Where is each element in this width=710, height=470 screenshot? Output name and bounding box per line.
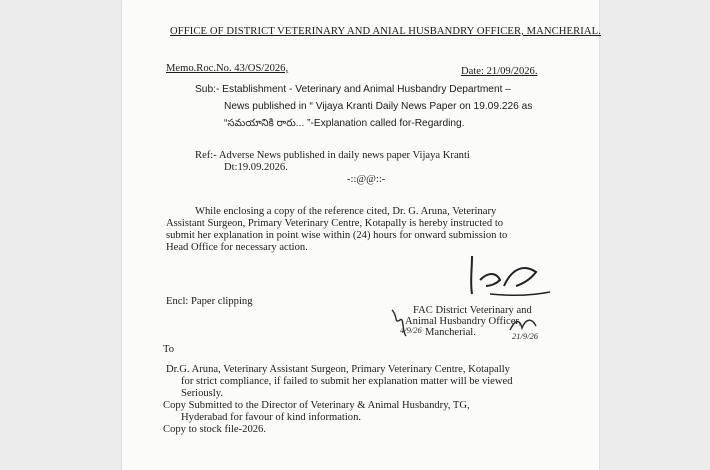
to-line-3: Seriously. bbox=[181, 388, 223, 399]
handwritten-initial-date: 4/9/26 bbox=[400, 325, 422, 335]
handwritten-mark-date: 21/9/26 bbox=[512, 331, 538, 341]
reference-line-2: Dt:19.09.2026. bbox=[224, 162, 288, 173]
memo-number: Memo.Roc.No. 43/OS/2026, bbox=[166, 63, 289, 74]
to-line-1: Dr.G. Aruna, Veterinary Assistant Surgeon, Primary Veterinary Centre, Kotapally bbox=[166, 364, 510, 375]
body-line-2: Assistant Surgeon, Primary Veterinary Centre, Kotapally is hereby instructed to bbox=[166, 218, 504, 229]
signatory-line-1: FAC District Veterinary and bbox=[413, 305, 532, 316]
signatory-line-2: Animal Husbandry Officer, bbox=[405, 316, 522, 327]
body-line-4: Head Office for necessary action. bbox=[166, 242, 308, 253]
body-line-1: While enclosing a copy of the reference cited, Dr. G. Aruna, Veterinary bbox=[195, 206, 497, 217]
body-line-3: submit her explanation in point wise within (24) hours for onward submission to bbox=[166, 230, 508, 241]
copy-line-1: Copy Submitted to the Director of Veterinary & Animal Husbandry, TG, bbox=[163, 400, 470, 411]
separator: -::@@::- bbox=[347, 174, 386, 185]
to-line-2: for strict compliance, if failed to submit her explanation matter will be viewed bbox=[181, 376, 513, 387]
signatory-line-3: Mancherial. bbox=[425, 327, 476, 338]
subject-line-1: Sub:- Establishment - Veterinary and Animal Husbandry Department – bbox=[195, 84, 511, 95]
memo-date: Date: 21/09/2026. bbox=[461, 66, 538, 77]
enclosure: Encl: Paper clipping bbox=[166, 296, 253, 307]
copy-line-3: Copy to stock file-2026. bbox=[163, 424, 266, 435]
to-label: To bbox=[163, 344, 175, 355]
subject-line-3: “సమయానికి రారు... ”-Explanation called for-Regarding. bbox=[224, 118, 465, 129]
reference-line-1: Ref:- Adverse News published in daily news paper Vijaya Kranti bbox=[195, 150, 470, 161]
subject-line-2: News published in “ Vijaya Kranti Daily News Paper on 19.09.226 as bbox=[224, 101, 533, 112]
copy-line-2: Hyderabad for favour of kind information. bbox=[181, 412, 362, 423]
officer-signature bbox=[460, 250, 560, 300]
office-header: OFFICE OF DISTRICT VETERINARY AND ANIAL HUSBANDRY OFFICER, MANCHERIAL. bbox=[170, 26, 601, 37]
